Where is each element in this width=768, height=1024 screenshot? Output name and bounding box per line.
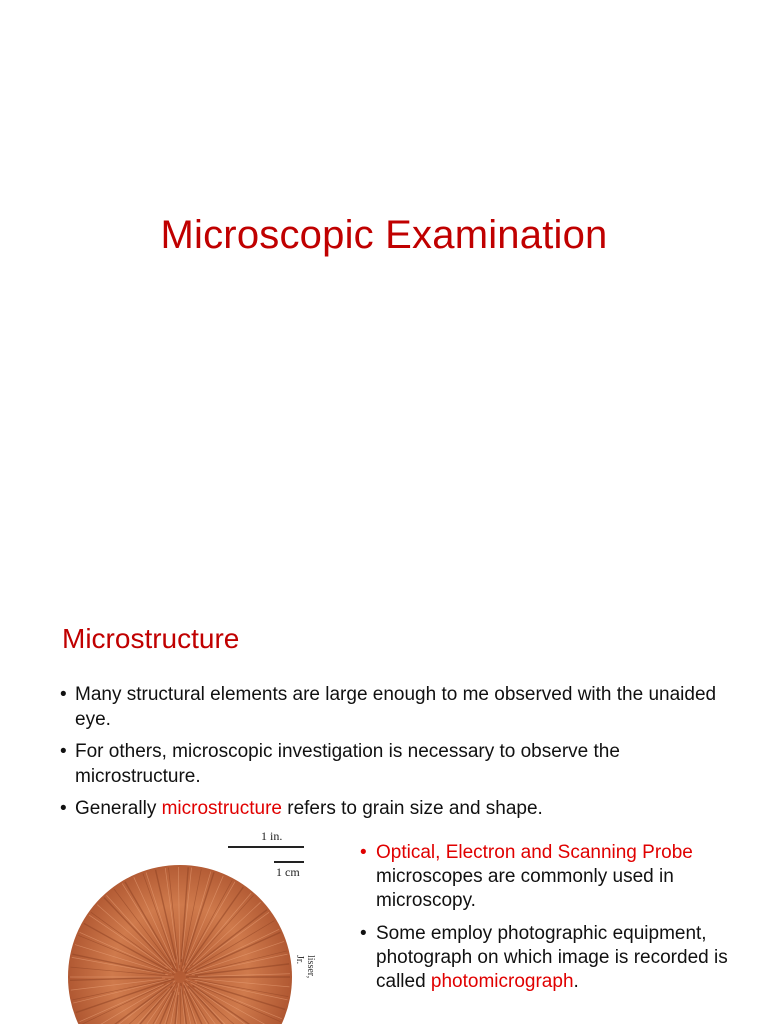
- bullet-list: [60, 682, 720, 828]
- bullet-text-pre: Generally: [75, 798, 162, 819]
- bullet-text-post: .: [573, 971, 579, 992]
- bullet-item: [360, 841, 750, 913]
- bullet-text-pre: Some employ photographic equipment, photograph on which image is recorded is called: [376, 923, 728, 992]
- right-bullet-list: [360, 841, 750, 1003]
- bullet-text: Many structural elements are large enough to me observed with the unaided eye.: [75, 684, 717, 730]
- bullet-item: [60, 796, 720, 821]
- highlight-term: microstructure: [161, 798, 282, 819]
- copper-disc-figure: [60, 825, 330, 1024]
- highlight-term: photomicrograph: [430, 971, 574, 992]
- bullet-item: [360, 922, 750, 994]
- bullet-text-post: refers to grain size and shape.: [281, 798, 543, 819]
- photo-credit: lisser, Jr.: [294, 955, 316, 979]
- bullet-item: [60, 682, 720, 732]
- disc-image: [60, 825, 330, 1024]
- slide-title: Microscopic Examination: [160, 213, 608, 257]
- bullet-text-post: microscopes are commonly used in microscopy.: [376, 866, 674, 911]
- section-title: Microstructure: [62, 623, 240, 654]
- scale-label-cm: 1 cm: [276, 865, 300, 879]
- bullet-text: For others, microscopic investigation is necessary to observe the microstructure.: [75, 741, 620, 787]
- bullet-item: [60, 739, 720, 789]
- highlight-term: Optical, Electron and Scanning Probe: [376, 842, 693, 863]
- scale-label-inch: 1 in.: [261, 829, 283, 843]
- content-slide: [0, 575, 768, 1024]
